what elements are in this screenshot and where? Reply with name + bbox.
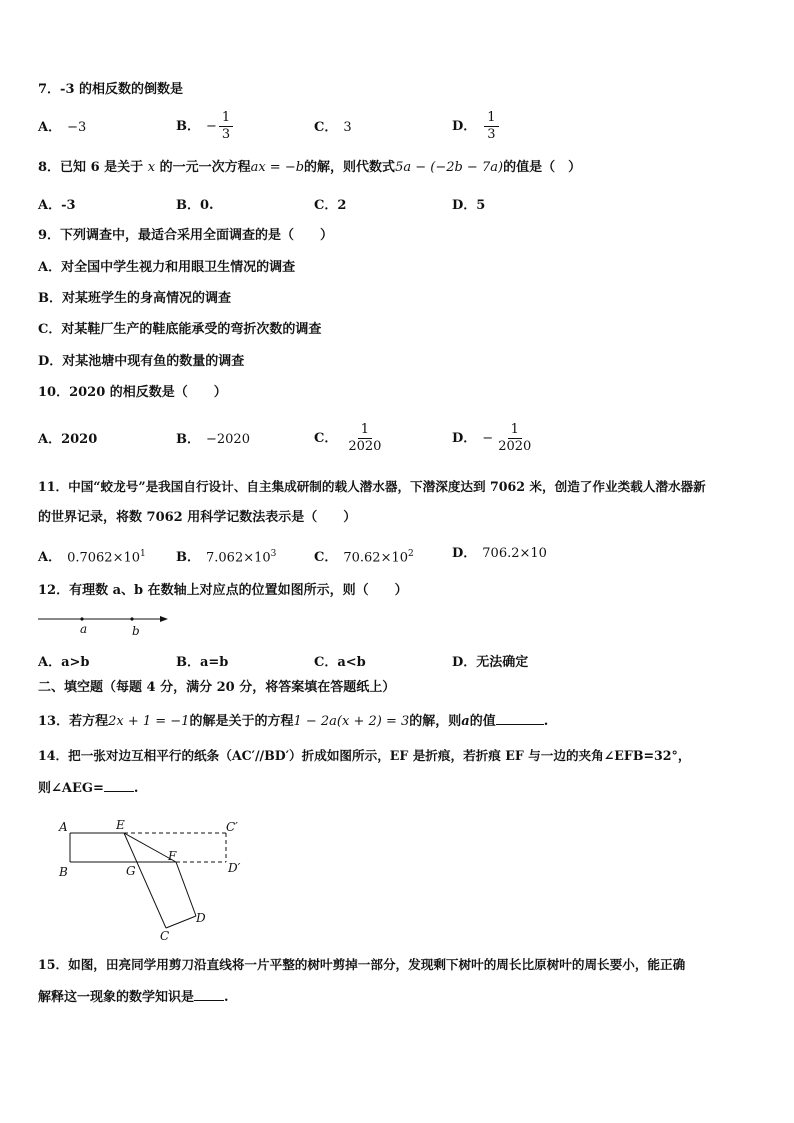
q10-d-fraction: $\frac{1}{2020}$ [498, 422, 532, 454]
q7-d-fraction: $\frac{1}{3}$ [484, 110, 498, 143]
edge-DF [176, 862, 196, 916]
q10-option-b: B． −2020 [176, 432, 250, 447]
q15-stem-line1: 15．如图，田亮同学用剪刀沿直线将一片平整的树叶剪掉一部分，发现剩下树叶的周长比原树叶的周长要小，能正确 [38, 957, 686, 972]
q9-option-d: D．对某池塘中现有鱼的数量的调查 [38, 354, 245, 369]
q11-option-c: C． $70.62\times 10^2$ [314, 549, 414, 566]
q11-stem-line2: 的世界记录，将数 7062 用科学记数法表示是（ ） [38, 510, 357, 525]
number-line-arrow [160, 616, 168, 622]
q9-option-b: B．对某班学生的身高情况的调查 [38, 291, 231, 306]
q11-option-d: D． 706.2×10 [452, 546, 547, 561]
q8-option-a: A．-3 [38, 198, 76, 213]
q10-option-c: C． $\frac{1}{2020}$ [314, 422, 386, 455]
q15-stem-line2: 解释这一现象的数学知识是 . [38, 986, 229, 1008]
folded-strip-figure [54, 816, 254, 944]
q11-option-b: B． $7.062\times 10^3$ [176, 549, 277, 566]
q10-stem: 10．2020 的相反数是（ ） [38, 385, 227, 400]
q13-stem: 13．若方程2x + 1 = −1的解是关于的方程1 − 2a(x + 2) = 3的解，则a的值 . [38, 710, 548, 732]
q8-option-b: B．0. [176, 198, 214, 213]
q12-option-a: A．a>b [38, 655, 90, 670]
label-b: b [132, 624, 140, 638]
q8-option-d: D．5 [452, 198, 486, 213]
q10-option-d: D． − $\frac{1}{2020}$ [452, 422, 536, 455]
q11-option-a: A． $0.7062\times 10^1$ [38, 549, 146, 566]
label-a: a [80, 622, 88, 636]
q7-b-fraction: $\frac{1}{3}$ [219, 110, 233, 143]
edge-EC [124, 833, 166, 928]
number-line-figure [36, 610, 176, 638]
section-heading: 二、填空题（每题 4 分，满分 20 分，将答案填在答题纸上） [38, 680, 396, 695]
point-a [80, 617, 83, 620]
q14-stem-line2: 则∠AEG= . [38, 777, 138, 799]
q9-option-a: A．对全国中学生视力和用眼卫生情况的调查 [38, 260, 296, 275]
q12-option-b: B．a=b [176, 655, 229, 670]
q7-option-d: D． $\frac{1}{3}$ [452, 110, 501, 143]
label-F: F [168, 849, 177, 863]
label-D: D [196, 911, 206, 925]
q11-stem-line1: 11．中国“蛟龙号”是我国自行设计、自主集成研制的载人潜水器，下潜深度达到 7062 米，创造了作业类载人潜水器新 [38, 479, 706, 494]
q13-answer-blank [496, 710, 544, 725]
label-A: A [59, 820, 68, 834]
q15-answer-blank [194, 986, 224, 1001]
q7-option-b: B． − $\frac{1}{3}$ [176, 110, 235, 143]
label-G: G [126, 864, 136, 878]
label-C-prime: C′ [226, 820, 238, 834]
edge-CD [166, 916, 196, 928]
label-C: C [160, 929, 170, 943]
label-B: B [59, 865, 68, 879]
q10-c-fraction: $\frac{1}{2020}$ [348, 422, 382, 454]
q7-option-c: C． 3 [314, 120, 352, 135]
q7-option-a: A． −3 [38, 120, 87, 135]
q10-option-a: A．2020 [38, 432, 98, 447]
point-b [130, 617, 133, 620]
q8-stem: 8．已知 6 是关于 x 的一元一次方程ax = −b的解，则代数式5a − (−2b − 7a)的值是（ ） [38, 160, 582, 175]
q12-option-c: C．a<b [314, 655, 366, 670]
q12-option-d: D．无法确定 [452, 655, 529, 670]
q7-stem: 7．-3 的相反数的倒数是 [38, 82, 184, 97]
q9-option-c: C．对某鞋厂生产的鞋底能承受的弯折次数的调查 [38, 322, 322, 337]
q14-stem-line1: 14．把一张对边互相平行的纸条（AC′//BD′）折成如图所示，EF 是折痕，若折痕 EF 与一边的夹角∠EFB=32°， [38, 748, 691, 763]
q12-stem: 12．有理数 a、b 在数轴上对应点的位置如图所示，则（ ） [38, 583, 408, 598]
label-D-prime: D′ [228, 861, 241, 875]
q8-option-c: C．2 [314, 198, 347, 213]
q14-answer-blank [104, 777, 134, 792]
label-E: E [116, 818, 125, 832]
q9-stem: 9．下列调查中，最适合采用全面调查的是（ ） [38, 228, 334, 243]
